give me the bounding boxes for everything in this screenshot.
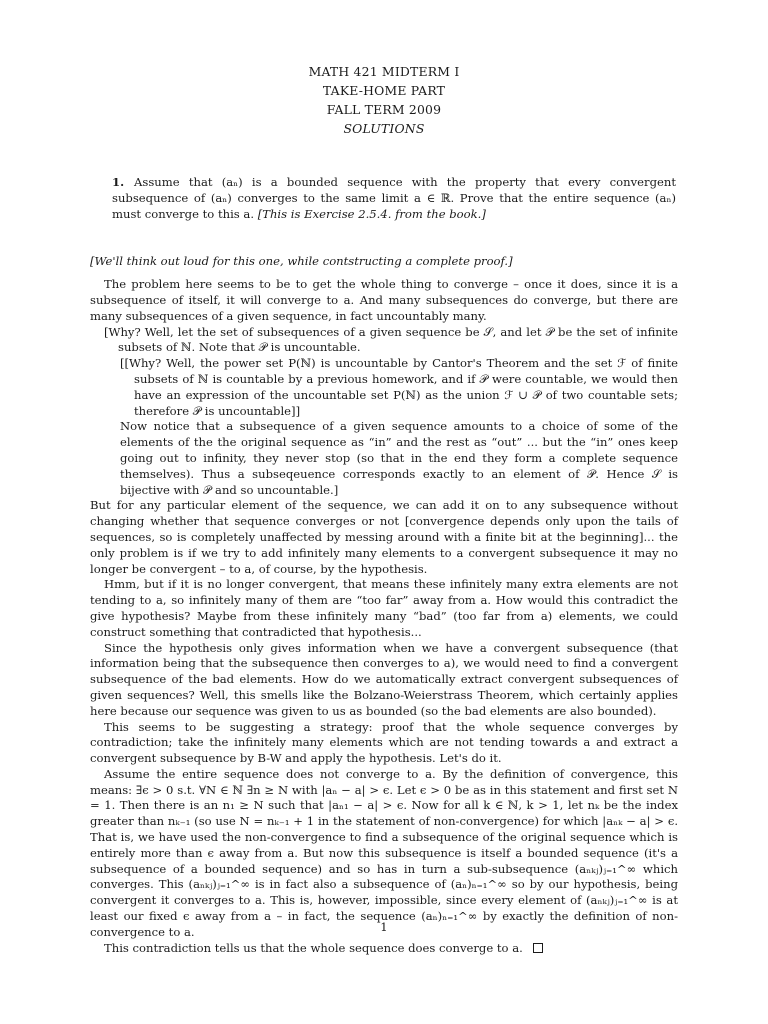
page-number: 1 xyxy=(380,920,388,934)
paragraph-why-cont: Now notice that a subsequence of a given sequence amounts to a choice of some of the elements of the the original sequence as “in” and the rest as “out” ... but the “in” ones keep going out to infinity, they never stop (so that in the end they form a complete sequence themselves). Thus a subseqeuence corresponds exactly to an element of 𝒫. Hence 𝒮 is bijective with 𝒫 and so uncountable.] xyxy=(120,419,678,497)
problem-statement xyxy=(90,175,678,222)
think-note: [We'll think out loud for this one, while contstructing a complete proof.] xyxy=(90,254,513,269)
document-page xyxy=(90,62,678,956)
problem-note: [This is Exercise 2.5.4. from the book.] xyxy=(257,206,486,221)
conclusion-text: This contradiction tells us that the whole sequence does converge to a. xyxy=(104,940,523,955)
conclusion-paragraph xyxy=(90,941,678,957)
course-title: MATH 421 MIDTERM I xyxy=(308,64,460,79)
paragraph: This seems to be suggesting a strategy: proof that the whole sequence converges by contradiction; take the infinitely many elements which are not tending towards a and extract a convergent subsequence by B-W and apply the hypothesis. Let's do it. xyxy=(90,719,678,766)
problem-number: 1. xyxy=(112,175,125,189)
paragraph: Since the hypothesis only gives information when we have a convergent subsequence (that information being that the subsequence then converges to a), we would need to find a convergent subsequence of the bad elements. How do we automatically extract convergent subsequences of given sequences? Well, this smells like the Bolzano-Weierstrass Theorem, which certainly applies here because our sequence was given to us as bounded (so the bad elements are also bounded). xyxy=(90,640,678,718)
header-block xyxy=(90,62,678,138)
term: FALL TERM 2009 xyxy=(326,102,442,117)
problem-text: Assume that (aₙ) is a bounded sequence with the property that every convergent subsequence of (aₙ) converges to the same limit a ∈ ℝ. Prove that the entire sequence (aₙ) must converge to this a. xyxy=(112,175,676,221)
solutions-label: SOLUTIONS xyxy=(343,121,425,136)
paragraph: But for any particular element of the sequence, we can add it on to any subsequence without changing whether that sequence converges or not [convergence depends only upon the tails of sequences, so is completely unaffected by messing around with a finite bit at the beginning]... the only problem is if we try to add infinitely many elements to a convergent subsequence it may no longer be convergent – to a, of course, by the hypothesis. xyxy=(90,498,678,576)
proof-paragraph: Assume the entire sequence does not converge to a. By the definition of convergence, this means: ∃ϵ > 0 s.t. ∀N ∈ ℕ ∃n ≥ N with |aₙ − a| > ϵ. Let ϵ > 0 be as in this statement and first set N = 1. Then there is an n₁ ≥ N such that |aₙ₁ − a| > ϵ. Now for all k ∈ ℕ, k > 1, let nₖ be the index greater than nₖ₋₁ (so use N = nₖ₋₁ + 1 in the statement of non-convergence) for which |aₙₖ − a| > ϵ. That is, we have used the non-convergence to find a subsequence of the original sequence which is entirely more than ϵ away from a. But now this subsequence is itself a bounded sequence (it's a subsequence of a bounded sequence) and so has in turn a sub-subsequence (aₙₖⱼ)ⱼ₌₁^∞ which converges. This (aₙₖⱼ)ⱼ₌₁^∞ is in fact also a subsequence of (aₙ)ₙ₌₁^∞ so by our hypothesis, being convergent it converges to a. This is, however, impossible, since every element of (aₙₖⱼ)ⱼ₌₁^∞ is at least our fixed ϵ away from a – in fact, the sequence (aₙ)ₙ₌₁^∞ by exactly the definition of non-convergence to a. xyxy=(90,766,678,939)
exam-part: TAKE-HOME PART xyxy=(322,83,446,98)
paragraph-why: [Why? Well, let the set of subsequences of a given sequence be 𝒮, and let 𝒫 be the set of infinite subsets of ℕ. Note that 𝒫 is uncountable. xyxy=(104,324,678,355)
paragraph: The problem here seems to be to get the whole thing to converge – once it does, since it is a subsequence of itself, it will converge to a. And many subsequences do converge, but there are many subsequences of a given sequence, in fact uncountably many. xyxy=(90,277,678,323)
paragraph-why-inner: [[Why? Well, the power set P(ℕ) is uncountable by Cantor's Theorem and the set ℱ of finite subsets of ℕ is countable by a previous homework, and if 𝒫 were countable, we would then have an expression of the uncountable set P(ℕ) as the union ℱ ∪ 𝒫 of two countable sets; therefore 𝒫 is uncountable]] xyxy=(120,356,678,418)
qed-icon xyxy=(533,943,543,953)
paragraph: Hmm, but if it is no longer convergent, that means these infinitely many extra elements are not tending to a, so infinitely many of them are “too far” away from a. How would this contradict the give hypothesis? Maybe from these infinitely many “bad” (too far from a) elements, we could construct something that contradicted that hypothesis... xyxy=(90,577,678,639)
